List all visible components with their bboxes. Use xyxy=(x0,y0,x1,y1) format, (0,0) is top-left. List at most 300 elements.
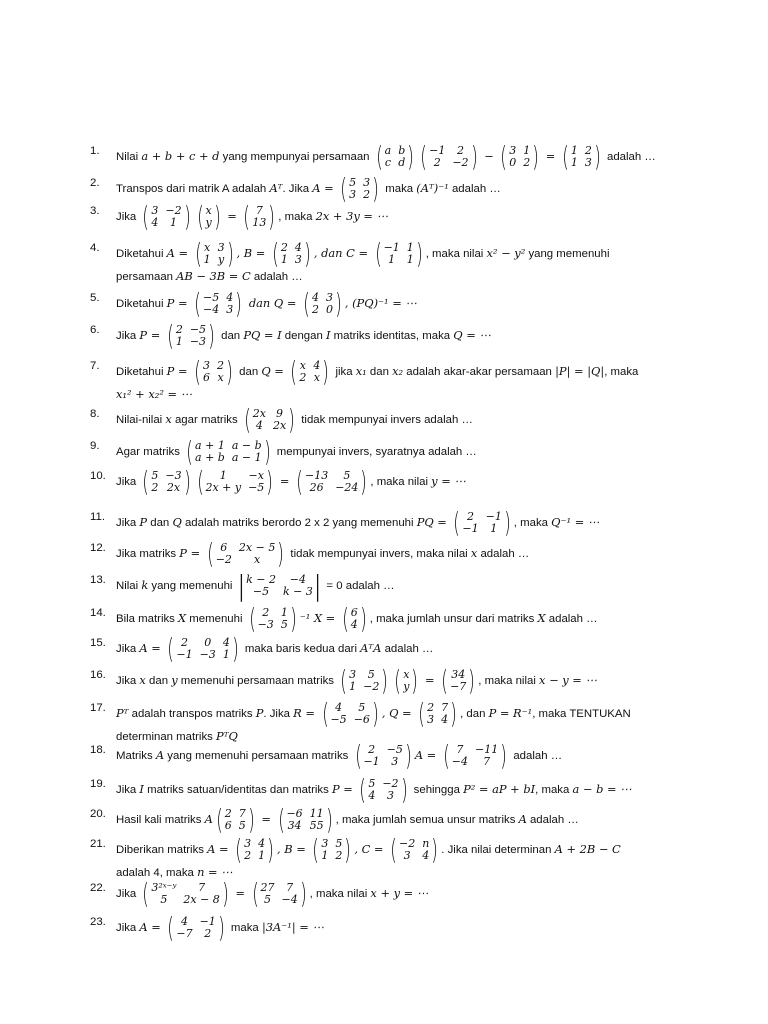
matrix-bracket-right: ) xyxy=(372,172,379,205)
matrix-bracket-left: ( xyxy=(235,833,242,866)
matrix-entry: −2 xyxy=(215,553,232,566)
problem-text xyxy=(116,319,690,352)
matrix xyxy=(310,833,353,866)
matrix xyxy=(140,200,192,233)
matrix-entry: 4 xyxy=(258,837,266,850)
problem-number: 8. xyxy=(90,408,100,420)
problem-number: 4. xyxy=(90,242,100,254)
math-expression: x − y = ⋯ xyxy=(539,673,597,688)
matrix xyxy=(373,237,425,270)
matrix-entry: 2 xyxy=(433,156,441,169)
math-expression: A = xyxy=(312,181,338,196)
problem-text xyxy=(116,773,690,806)
matrix-entry: a − b xyxy=(231,439,262,452)
matrix xyxy=(498,140,541,173)
matrix-entry: 3 xyxy=(325,291,333,304)
math-expression: |P| = |Q| xyxy=(555,364,605,379)
matrix-bracket-left: ( xyxy=(354,739,362,772)
matrix-entry: 4 xyxy=(441,713,449,726)
problem-number: 17. xyxy=(90,702,106,714)
matrix-entry: y xyxy=(218,253,225,266)
math-expression: R = xyxy=(293,706,319,721)
text-run: . Jika xyxy=(263,708,294,721)
matrix-entry: x xyxy=(299,359,306,372)
text-run: Nilai xyxy=(116,151,142,164)
matrix-entry: x xyxy=(204,241,211,254)
math-expression: A = xyxy=(414,748,440,763)
matrix-entry: 6 xyxy=(203,371,211,384)
matrix-entry: −4 xyxy=(451,755,468,768)
matrix-bracket-right: ) xyxy=(263,435,271,468)
matrix-entries xyxy=(176,916,215,940)
matrix-entry: 2x xyxy=(166,481,181,494)
math-expression: = xyxy=(231,886,249,901)
matrix xyxy=(294,465,369,498)
matrix-entry: 2 xyxy=(523,156,531,169)
matrix-entry: −1 xyxy=(199,915,216,928)
matrix xyxy=(192,287,244,320)
matrix-entry: 1 xyxy=(169,216,177,229)
matrix-entries xyxy=(509,145,530,169)
matrix-entry: −4 xyxy=(203,303,220,316)
matrix-bracket-right: ) xyxy=(359,602,367,635)
text-run: , maka TENTUKAN xyxy=(532,708,631,721)
matrix-entry: 4 xyxy=(255,419,263,432)
matrix xyxy=(353,739,414,772)
matrix-entries xyxy=(281,242,302,266)
matrix-entries xyxy=(205,205,211,229)
text-run: Jika xyxy=(116,922,140,935)
math-expression: I xyxy=(325,328,331,343)
matrix-bracket-right: ) xyxy=(415,237,423,270)
matrix-bracket-left: ( xyxy=(359,773,367,806)
text-run: Matriks xyxy=(116,750,156,763)
problem-number: 11. xyxy=(90,511,105,523)
matrix-bracket-right: ) xyxy=(372,697,379,730)
matrix xyxy=(247,602,299,635)
matrix-entries xyxy=(312,292,333,316)
problem-number: 1. xyxy=(90,145,100,157)
matrix-entry: −3 xyxy=(189,335,207,348)
math-expression: x₂ xyxy=(392,364,404,379)
matrix-entry: 4 xyxy=(222,636,230,649)
math-expression: P = xyxy=(139,328,164,343)
math-expression: P = xyxy=(331,782,357,797)
matrix-entry: x xyxy=(403,668,410,681)
math-expression: P = R⁻¹ xyxy=(488,706,533,721)
matrix-entry: 2x + y xyxy=(205,481,242,494)
math-expression: Pᵀ xyxy=(116,706,129,721)
matrix-entry: −3 xyxy=(199,648,216,661)
problem-number: 23. xyxy=(90,916,106,928)
problem-text xyxy=(116,569,690,602)
text-run: Jika xyxy=(116,643,140,656)
matrix xyxy=(416,697,459,730)
matrix-bracket-right: ) xyxy=(360,465,368,498)
matrix-entry: −x xyxy=(248,469,264,482)
problem-text xyxy=(116,287,690,320)
matrix-entry: y xyxy=(205,216,212,229)
text-run: Nilai-nilai xyxy=(116,414,166,427)
matrix xyxy=(320,697,381,730)
matrix-bracket-left: ( xyxy=(296,465,303,498)
math-expression: A = xyxy=(166,246,192,261)
matrix-entry: 1 xyxy=(570,144,578,157)
matrix-entry: 3 xyxy=(349,668,357,681)
matrix-entry: 2 xyxy=(299,371,307,384)
math-expression: Q⁻¹ = ⋯ xyxy=(551,515,600,530)
problem-number: 21. xyxy=(90,838,106,850)
matrix-entries xyxy=(205,470,264,494)
math-expression: x xyxy=(470,546,478,561)
math-expression: AᵀA xyxy=(360,641,382,656)
math-expression: x₁ xyxy=(355,364,367,379)
text-run: , maka jumlah semua unsur matriks xyxy=(335,814,519,827)
matrix-entry: 5 xyxy=(238,819,246,832)
matrix xyxy=(205,537,287,570)
matrix xyxy=(165,911,226,944)
matrix-entry: 0 xyxy=(325,303,333,316)
matrix xyxy=(214,803,257,836)
matrix-entry: 3 xyxy=(321,837,329,850)
matrix-bracket-left: ( xyxy=(374,237,382,270)
matrix xyxy=(165,319,217,352)
matrix-entry: 26 xyxy=(309,481,324,494)
text-run: Nilai xyxy=(116,580,142,593)
matrix-bracket-right: ) xyxy=(411,664,419,697)
matrix-bracket-left: ( xyxy=(142,200,150,233)
matrix-bracket-right: ) xyxy=(288,403,295,436)
matrix-entry: −2 xyxy=(399,837,416,850)
problem-text xyxy=(116,833,690,882)
matrix-bracket-right: ) xyxy=(532,140,539,173)
matrix-bracket-right: ) xyxy=(405,739,412,772)
matrix xyxy=(270,237,313,270)
text-run: maka xyxy=(382,183,417,196)
math-expression: = xyxy=(421,673,439,688)
text-run: yang memenuhi xyxy=(525,248,610,261)
problem-item xyxy=(90,237,690,286)
matrix-entry: 2 xyxy=(244,849,252,862)
text-run: = 0 adalah … xyxy=(323,580,395,593)
problem-item xyxy=(90,319,690,352)
matrix-bracket-right: ) xyxy=(218,911,225,944)
matrix xyxy=(184,435,273,468)
matrix-bracket-right: ) xyxy=(468,664,476,697)
matrix-bracket-left: ( xyxy=(277,803,285,836)
matrix-entry: −11 xyxy=(475,743,499,756)
matrix-entry: 2 xyxy=(175,323,183,336)
math-expression: A xyxy=(155,748,165,763)
matrix-entry: 1 xyxy=(388,253,396,266)
matrix-bracket-left: ( xyxy=(194,287,201,320)
text-run: , maka nilai xyxy=(370,476,432,489)
math-expression: Aᵀ xyxy=(269,181,283,196)
text-run: dan xyxy=(235,366,262,379)
matrix-entries xyxy=(363,744,402,768)
text-run: , dan xyxy=(460,708,489,721)
matrix-bracket-left: ( xyxy=(321,697,329,730)
matrix-entries xyxy=(305,470,358,494)
matrix-entry: a xyxy=(384,144,392,157)
matrix-bracket-right: ) xyxy=(183,200,191,233)
problem-item xyxy=(90,140,690,173)
matrix xyxy=(195,465,276,498)
problem-item xyxy=(90,664,690,697)
matrix-entries xyxy=(260,882,297,906)
matrix-entry: 1 xyxy=(175,335,183,348)
matrix-bracket-right: ) xyxy=(407,140,414,173)
matrix-entry: 1 xyxy=(406,241,414,254)
problem-text xyxy=(116,911,690,944)
matrix-bracket-right: ) xyxy=(304,237,311,270)
matrix-entry: 5 xyxy=(335,837,343,850)
problem-number: 13. xyxy=(90,574,106,586)
matrix-entry: 3 xyxy=(226,303,234,316)
matrix-entries xyxy=(151,470,181,494)
matrix-entry: 4 xyxy=(422,849,430,862)
matrix-entry: 5 xyxy=(280,618,288,631)
problem-item xyxy=(90,739,690,772)
problem-number: 3. xyxy=(90,205,100,217)
determinant-bar: | xyxy=(312,569,323,602)
matrix-entries xyxy=(452,744,498,768)
text-run: , maka xyxy=(513,517,552,530)
matrix xyxy=(441,739,509,772)
math-expression: y = ⋯ xyxy=(431,474,466,489)
problem-item xyxy=(90,632,690,665)
matrix-bracket-left: ( xyxy=(453,506,461,539)
matrix-entry: 2 xyxy=(311,303,319,316)
matrix-entry: −3 xyxy=(257,618,274,631)
matrix-entry: 0 xyxy=(509,156,517,169)
problem-item xyxy=(90,833,690,882)
matrix-entry: a − 1 xyxy=(231,451,262,464)
matrix-entry: −3 xyxy=(165,469,182,482)
matrix-entry: −5 xyxy=(248,481,265,494)
matrix-entries xyxy=(176,637,229,661)
matrix-entry: 2 xyxy=(467,510,475,523)
matrix-entry: −5 xyxy=(252,585,270,598)
text-run: Bila matriks xyxy=(116,613,179,626)
matrix-entry: 5 xyxy=(160,893,168,906)
matrix-entry: 2 xyxy=(262,606,270,619)
matrix xyxy=(560,140,603,173)
matrix-entry: 11 xyxy=(309,807,324,820)
matrix-entries xyxy=(286,808,323,832)
matrix-entries xyxy=(321,838,342,862)
matrix-bracket-left: ( xyxy=(500,140,508,173)
matrix-entry: −2 xyxy=(452,156,469,169)
problem-text xyxy=(116,237,690,286)
problem-number: 7. xyxy=(90,360,100,372)
matrix-entry: 3 xyxy=(584,156,592,169)
matrix-entry: −7 xyxy=(176,927,193,940)
math-expression: P = xyxy=(166,364,192,379)
matrix-entry: 4 xyxy=(294,241,302,254)
matrix-entry: 13 xyxy=(252,216,267,229)
matrix xyxy=(338,172,381,205)
matrix-entry: 4 xyxy=(151,216,159,229)
matrix-bracket-right: ) xyxy=(266,465,274,498)
problem-text xyxy=(116,506,690,539)
matrix xyxy=(418,140,479,173)
text-run: , maka nilai xyxy=(478,675,540,688)
matrix-entry: −13 xyxy=(304,469,329,482)
matrix-bracket-left: ( xyxy=(340,172,347,205)
matrix-entries xyxy=(351,607,358,631)
problem-number: 9. xyxy=(90,440,100,452)
matrix-entries xyxy=(462,511,501,535)
matrix-entry: −5 xyxy=(189,323,207,336)
math-expression: PᵀQ xyxy=(216,729,238,743)
matrix-entry: a + 1 xyxy=(195,439,225,452)
matrix-entries xyxy=(258,607,288,631)
matrix-entry: c xyxy=(384,156,391,169)
problem-item xyxy=(90,465,690,498)
matrix-entry: 2 xyxy=(456,144,464,157)
text-run: , maka nilai xyxy=(425,248,487,261)
matrix-bracket-left: ( xyxy=(342,602,349,635)
matrix-entry: 2 xyxy=(427,701,435,714)
matrix-bracket-right: ) xyxy=(213,200,221,233)
matrix xyxy=(392,664,420,697)
math-expression: dan Q = xyxy=(245,296,300,311)
text-run: yang memenuhi persamaan matriks xyxy=(164,750,352,763)
math-expression: x xyxy=(165,412,172,427)
matrix xyxy=(165,632,240,665)
matrix-entries xyxy=(403,669,409,693)
math-expression: AB − 3B = C xyxy=(176,269,251,283)
math-expression: n = ⋯ xyxy=(197,865,233,879)
text-run: Jika xyxy=(116,517,140,530)
matrix-bracket-right: ) xyxy=(504,506,511,539)
matrix-entry: 1 xyxy=(523,144,531,157)
matrix-entries xyxy=(253,408,286,432)
text-run: , maka xyxy=(535,784,573,797)
math-expression: = xyxy=(223,209,241,224)
math-expression: , B = xyxy=(236,246,269,261)
math-expression: k xyxy=(141,578,149,593)
text-run: yang memenuhi xyxy=(148,580,236,593)
matrix-entries xyxy=(252,205,266,229)
math-expression: PQ = I xyxy=(243,328,282,343)
text-run: mempunyai invers, syaratnya adalah … xyxy=(273,446,477,459)
matrix-entry: 7 xyxy=(456,743,464,756)
problem-item xyxy=(90,697,690,746)
matrix-entry: −6 xyxy=(353,713,370,726)
matrix-bracket-left: ( xyxy=(167,632,175,665)
matrix xyxy=(288,355,331,388)
matrix-entry: 6 xyxy=(350,606,358,619)
matrix-entry: 1 xyxy=(570,156,578,169)
matrix-entries xyxy=(299,360,320,384)
matrix-entry: 6 xyxy=(220,541,228,554)
math-expression: x₁² + x₂² = ⋯ xyxy=(116,387,193,401)
matrix-entry: 3 xyxy=(203,359,211,372)
text-run: . Jika xyxy=(282,183,313,196)
matrix-bracket-left: ( xyxy=(244,403,251,436)
problem-item xyxy=(90,172,690,205)
math-expression: Q = xyxy=(261,364,288,379)
matrix-bracket-left: ( xyxy=(216,803,223,836)
matrix-entries xyxy=(349,177,370,201)
matrix-entry: x xyxy=(254,553,261,566)
matrix-entry: −2 xyxy=(363,680,380,693)
math-expression: A xyxy=(204,812,213,827)
text-run: matriks satuan/identitas dan matriks xyxy=(143,784,332,797)
matrix-bracket-right: ) xyxy=(594,140,601,173)
text-run: tidak mempunyai invers adalah … xyxy=(298,414,473,427)
matrix-entry: 1 xyxy=(349,680,357,693)
text-run: adalah 4, maka xyxy=(116,867,198,879)
matrix-entries xyxy=(384,242,414,266)
text-run: adalah … xyxy=(545,613,598,626)
matrix-entry: 1 xyxy=(321,849,329,862)
text-run: , maka xyxy=(278,211,316,224)
matrix-entry: 1 xyxy=(203,253,211,266)
matrix-entry: 2 xyxy=(368,743,376,756)
problem-text xyxy=(116,435,690,468)
matrix xyxy=(233,833,276,866)
matrix-entries xyxy=(429,145,468,169)
problem-text xyxy=(116,140,690,173)
math-expression: = xyxy=(276,474,294,489)
text-run: Jika xyxy=(116,211,140,224)
matrix-bracket-right: ) xyxy=(226,237,234,270)
text-run: Jika xyxy=(116,888,140,901)
math-expression: |3A⁻¹| = ⋯ xyxy=(261,920,324,935)
text-run: jika xyxy=(332,366,356,379)
problem-item xyxy=(90,435,690,468)
matrix xyxy=(357,773,409,806)
matrix-entry: −2 xyxy=(382,777,399,790)
matrix-entry: 2 xyxy=(584,144,592,157)
text-run: maka baris kedua dari xyxy=(241,643,361,656)
math-expression: x + y = ⋯ xyxy=(370,886,429,901)
matrix-bracket-right: ) xyxy=(299,877,307,910)
matrix-entry: 6 xyxy=(224,819,232,832)
matrix-entry: d xyxy=(398,156,406,169)
matrix-entry: 7 xyxy=(286,881,294,894)
text-run: adalah … xyxy=(250,271,303,283)
matrix-entry: 4 xyxy=(368,789,376,802)
matrix-entries xyxy=(195,440,262,464)
matrix-entry: k − 2 xyxy=(246,573,276,586)
text-run: , maka xyxy=(604,366,639,379)
problem-text xyxy=(116,803,690,836)
matrix-entries xyxy=(450,669,466,693)
matrix-entries xyxy=(349,669,379,693)
matrix-entry: 5 xyxy=(368,777,376,790)
matrix-entry: 5 xyxy=(151,469,159,482)
matrix-bracket-left: ( xyxy=(375,140,383,173)
matrix-entry: 7 xyxy=(255,204,263,217)
matrix-entry: 7 xyxy=(441,701,449,714)
matrix-entry: 4 xyxy=(226,291,234,304)
matrix-entry: 2 xyxy=(335,849,343,862)
text-run: dan xyxy=(145,675,172,688)
matrix-bracket-right: ) xyxy=(322,355,330,388)
matrix-entries xyxy=(571,145,592,169)
matrix-entry: 3 xyxy=(363,176,371,189)
math-expression: A = xyxy=(207,842,233,857)
matrix-bracket-right: ) xyxy=(235,287,243,320)
matrix-bracket-left: ( xyxy=(194,237,202,270)
math-expression: PQ = xyxy=(416,515,451,530)
matrix-entry: 1 xyxy=(406,253,414,266)
matrix-bracket-left: ( xyxy=(167,911,175,944)
